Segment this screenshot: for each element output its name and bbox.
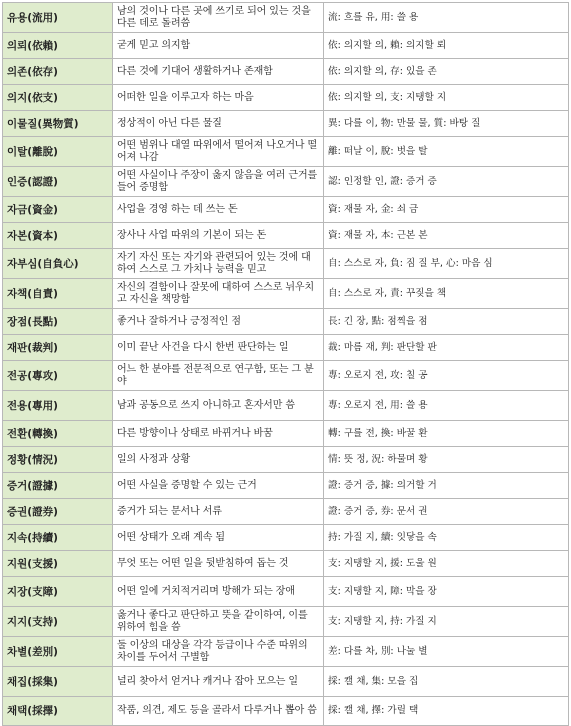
hanja-cell: 認: 인정할 인, 證: 증거 증 <box>324 167 569 197</box>
term-cell: 의뢰(依賴) <box>3 33 113 59</box>
table-row <box>3 421 569 447</box>
hanja-cell: 專: 오로지 전, 用: 쓸 용 <box>324 391 569 421</box>
term-cell: 의지(依支) <box>3 85 113 111</box>
hanja-cell: 裁: 마름 재, 判: 판단할 판 <box>324 335 569 361</box>
definition-cell: 사업을 경영 하는 데 쓰는 돈 <box>113 197 324 223</box>
hanja-cell: 採: 캘 채, 擇: 가릴 택 <box>324 697 569 726</box>
definition-cell: 남과 공동으로 쓰지 아니하고 혼자서만 씀 <box>113 391 324 421</box>
table-row <box>3 33 569 59</box>
definition-cell: 어떤 범위나 대열 따위에서 떨어져 나오거나 떨어져 나감 <box>113 137 324 167</box>
definition-cell: 일의 사정과 상황 <box>113 447 324 473</box>
definition-cell: 어떤 상태가 오래 계속 됨 <box>113 525 324 551</box>
definition-cell: 다른 방향이나 상태로 바뀌거나 바꿈 <box>113 421 324 447</box>
table-row <box>3 111 569 137</box>
definition-cell: 널리 찾아서 얻거나 캐거나 잡아 모으는 일 <box>113 667 324 697</box>
vocabulary-table-body <box>3 3 569 726</box>
hanja-cell: 情: 뜻 정, 況: 하물며 황 <box>324 447 569 473</box>
term-cell: 전용(專用) <box>3 391 113 421</box>
hanja-cell: 自: 스스로 자, 負: 짐 질 부, 心: 마음 심 <box>324 249 569 279</box>
term-cell: 차별(差別) <box>3 637 113 667</box>
definition-cell: 무엇 또는 어떤 일을 뒷받침하여 돕는 것 <box>113 551 324 577</box>
hanja-cell: 資: 재물 자, 本: 근본 본 <box>324 223 569 249</box>
hanja-cell: 依: 의지할 의, 賴: 의지할 뢰 <box>324 33 569 59</box>
hanja-cell: 證: 증거 증, 據: 의거할 거 <box>324 473 569 499</box>
definition-cell: 자신의 결함이나 잘못에 대하여 스스로 뉘우치고 자신을 책망함 <box>113 279 324 309</box>
hanja-cell: 自: 스스로 자, 責: 꾸짖을 책 <box>324 279 569 309</box>
term-cell: 지속(持續) <box>3 525 113 551</box>
definition-cell: 자기 자신 또는 자기와 관련되어 있는 것에 대하여 스스로 그 가치나 능력을 믿고 <box>113 249 324 279</box>
definition-cell: 둘 이상의 대상을 각각 등급이나 수준 따위의 차이를 두어서 구별함 <box>113 637 324 667</box>
definition-cell: 옳거나 좋다고 판단하고 뜻을 같이하여, 이를 위하여 힘을 씀 <box>113 607 324 637</box>
definition-cell: 어떠한 일을 이루고자 하는 마음 <box>113 85 324 111</box>
table-row <box>3 391 569 421</box>
definition-cell: 남의 것이나 다른 곳에 쓰기로 되어 있는 것을 다른 데로 돌려씀 <box>113 3 324 33</box>
table-row <box>3 607 569 637</box>
table-row <box>3 137 569 167</box>
hanja-cell: 支: 지탱할 지, 障: 막을 장 <box>324 577 569 607</box>
table-row <box>3 309 569 335</box>
hanja-cell: 採: 캘 채, 集: 모을 집 <box>324 667 569 697</box>
table-row <box>3 499 569 525</box>
term-cell: 지지(支持) <box>3 607 113 637</box>
table-row <box>3 279 569 309</box>
definition-cell: 어떤 일에 거치적거리며 방해가 되는 장애 <box>113 577 324 607</box>
hanja-cell: 支: 지탱할 지, 援: 도울 원 <box>324 551 569 577</box>
term-cell: 증거(證據) <box>3 473 113 499</box>
hanja-cell: 長: 긴 장, 點: 점찍을 점 <box>324 309 569 335</box>
term-cell: 의존(依存) <box>3 59 113 85</box>
hanja-cell: 支: 지탱할 지, 持: 가질 지 <box>324 607 569 637</box>
hanja-cell: 依: 의지할 의, 存: 있을 존 <box>324 59 569 85</box>
hanja-cell: 離: 떠날 이, 脫: 벗을 탈 <box>324 137 569 167</box>
table-row <box>3 59 569 85</box>
term-cell: 채집(採集) <box>3 667 113 697</box>
table-row <box>3 551 569 577</box>
hanja-cell: 專: 오로지 전, 攻: 칠 공 <box>324 361 569 391</box>
term-cell: 자부심(自負心) <box>3 249 113 279</box>
table-row <box>3 361 569 391</box>
term-cell: 채택(採擇) <box>3 697 113 726</box>
table-row <box>3 223 569 249</box>
table-row <box>3 637 569 667</box>
term-cell: 지원(支援) <box>3 551 113 577</box>
term-cell: 자책(自責) <box>3 279 113 309</box>
definition-cell: 좋거나 잘하거나 긍정적인 점 <box>113 309 324 335</box>
definition-cell: 증거가 되는 문서나 서류 <box>113 499 324 525</box>
table-row <box>3 447 569 473</box>
term-cell: 이탈(離脫) <box>3 137 113 167</box>
term-cell: 전공(專攻) <box>3 361 113 391</box>
definition-cell: 다른 것에 기대어 생활하거나 존재함 <box>113 59 324 85</box>
term-cell: 인증(認證) <box>3 167 113 197</box>
definition-cell: 어떤 사실이나 주장이 옳지 않음을 여러 근거를 들어 증명함 <box>113 167 324 197</box>
term-cell: 장점(長點) <box>3 309 113 335</box>
vocabulary-table <box>2 2 569 726</box>
table-row <box>3 525 569 551</box>
hanja-cell: 流: 흐를 유, 用: 쓸 용 <box>324 3 569 33</box>
hanja-cell: 異: 다를 이, 物: 만물 물, 質: 바탕 질 <box>324 111 569 137</box>
table-row <box>3 197 569 223</box>
definition-cell: 정상적이 아닌 다른 물질 <box>113 111 324 137</box>
definition-cell: 작품, 의견, 제도 등을 골라서 다루거나 뽑아 씀 <box>113 697 324 726</box>
definition-cell: 이미 끝난 사건을 다시 한번 판단하는 일 <box>113 335 324 361</box>
definition-cell: 장사나 사업 따위의 기본이 되는 돈 <box>113 223 324 249</box>
term-cell: 정황(情況) <box>3 447 113 473</box>
term-cell: 이물질(異物質) <box>3 111 113 137</box>
table-row <box>3 249 569 279</box>
term-cell: 전환(轉換) <box>3 421 113 447</box>
definition-cell: 어떤 사실을 증명할 수 있는 근거 <box>113 473 324 499</box>
hanja-cell: 轉: 구를 전, 換: 바꿀 환 <box>324 421 569 447</box>
term-cell: 재판(裁判) <box>3 335 113 361</box>
hanja-cell: 持: 가질 지, 續: 잇닿을 속 <box>324 525 569 551</box>
table-row <box>3 335 569 361</box>
term-cell: 지장(支障) <box>3 577 113 607</box>
table-row <box>3 697 569 726</box>
hanja-cell: 證: 증거 증, 券: 문서 권 <box>324 499 569 525</box>
table-row <box>3 3 569 33</box>
hanja-cell: 依: 의지할 의, 支: 지탱할 지 <box>324 85 569 111</box>
table-row <box>3 85 569 111</box>
hanja-cell: 差: 다를 차, 別: 나눌 별 <box>324 637 569 667</box>
hanja-cell: 資: 재물 자, 金: 쇠 금 <box>324 197 569 223</box>
term-cell: 유용(流用) <box>3 3 113 33</box>
definition-cell: 어느 한 분야를 전문적으로 연구함, 또는 그 분야 <box>113 361 324 391</box>
definition-cell: 굳게 믿고 의지함 <box>113 33 324 59</box>
term-cell: 자본(資本) <box>3 223 113 249</box>
term-cell: 자금(資金) <box>3 197 113 223</box>
table-row <box>3 577 569 607</box>
term-cell: 증권(證券) <box>3 499 113 525</box>
table-row <box>3 473 569 499</box>
table-row <box>3 167 569 197</box>
table-row <box>3 667 569 697</box>
